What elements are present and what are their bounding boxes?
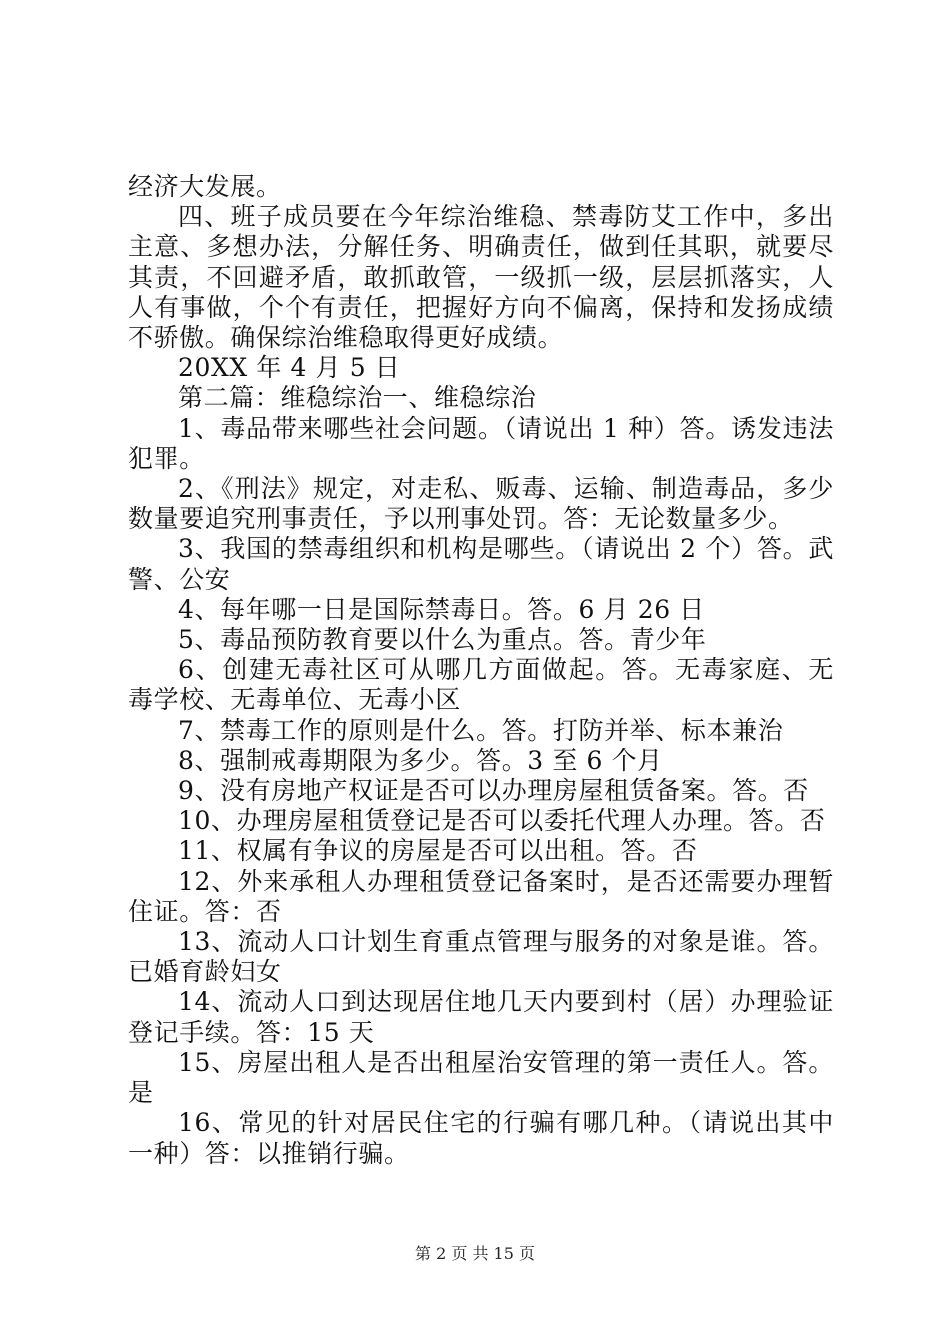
qa-item-1: 1、毒品带来哪些社会问题。（请说出 1 种）答。诱发违法犯罪。 — [128, 413, 834, 473]
qa-item-12: 12、外来承租人办理租赁登记备案时，是否还需要办理暂住证。答：否 — [128, 866, 834, 926]
qa-item-5: 5、毒品预防教育要以什么为重点。答。青少年 — [178, 625, 707, 655]
qa-item-6: 6、创建无毒社区可从哪几方面做起。答。无毒家庭、无毒学校、无毒单位、无毒小区 — [128, 655, 834, 715]
qa-item-11: 11、权属有争议的房屋是否可以出租。答。否 — [178, 836, 698, 866]
qa-item-15: 15、房屋出租人是否出租屋治安管理的第一责任人。答。是 — [128, 1047, 834, 1108]
qa-item-8: 8、强制戒毒期限为多少。答。3 至 6 个月 — [178, 745, 663, 775]
qa-item-2: 2、《刑法》规定，对走私、贩毒、运输、制造毒品，多少数量要追究刑事责任，予以刑事处罚。答：无论数量多少。 — [128, 474, 834, 534]
qa-item-10: 10、办理房屋租赁登记是否可以委托代理人办理。答。否 — [178, 806, 826, 836]
paragraph-item-four: 四、班子成员要在今年综治维稳、禁毒防艾工作中，多出主意、多想办法，分解任务、明确责任，做到任其职，就要尽其责，不回避矛盾，敢抓敢管，一级抓一级，层层抓落实，人人有事做，个个有责任，把握好方向不偏离，保持和发扬成绩不骄傲。确保综治维稳取得更好成绩。 — [128, 202, 834, 353]
qa-item-3: 3、我国的禁毒组织和机构是哪些。（请说出 2 个）答。武警、公安 — [128, 534, 834, 594]
paragraph-date: 20XX 年 4 月 5 日 — [178, 353, 401, 383]
qa-item-13: 13、流动人口计划生育重点管理与服务的对象是谁。答。已婚育龄妇女 — [128, 927, 834, 987]
document-body — [128, 172, 834, 1169]
qa-item-7: 7、禁毒工作的原则是什么。答。打防并举、标本兼治 — [178, 715, 784, 745]
qa-item-4: 4、每年哪一日是国际禁毒日。答。6 月 26 日 — [178, 594, 705, 624]
qa-item-16: 16、常见的针对居民住宅的行骗有哪几种。（请说出其中一种）答：以推销行骗。 — [128, 1108, 834, 1168]
section-heading: 第二篇：维稳综治一、维稳综治 — [178, 383, 537, 413]
qa-item-14: 14、流动人口到达现居住地几天内要到村（居）办理验证登记手续。答：15 天 — [128, 987, 834, 1047]
qa-item-9: 9、没有房地产权证是否可以办理房屋租赁备案。答。否 — [178, 776, 809, 806]
paragraph-continuation: 经济大发展。 — [128, 172, 282, 201]
page-number-footer: 第 2 页 共 15 页 — [415, 1244, 535, 1263]
